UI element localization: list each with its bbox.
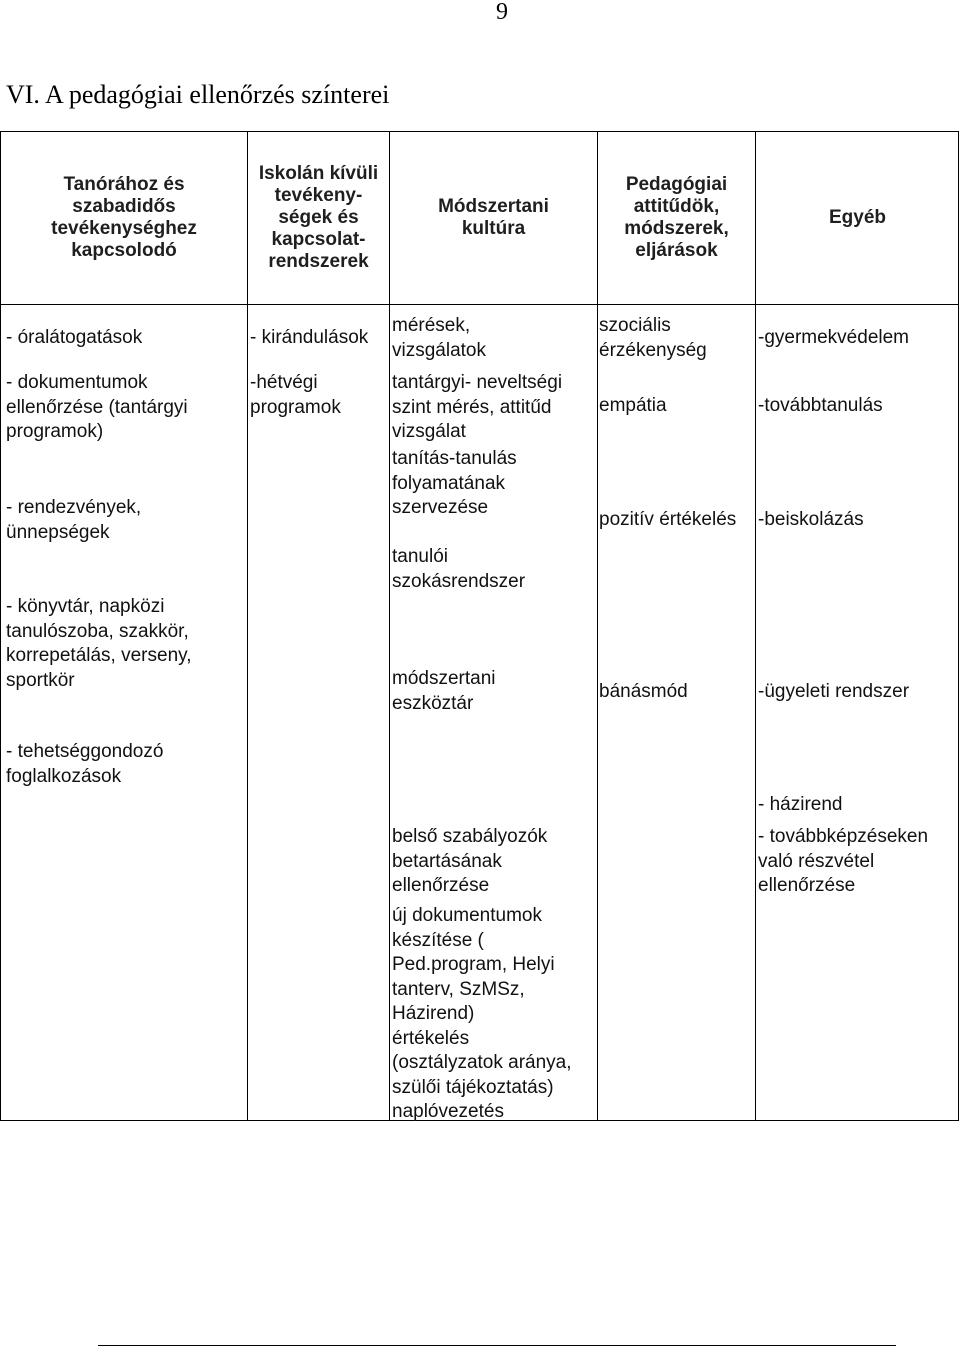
- col3-item-tanitas-tanulas: tanítás-tanulás folyamatának szervezése: [392, 448, 517, 518]
- header-tanorahoz: Tanórához és szabadidős tevékenységhez kapcsolodó: [51, 174, 197, 261]
- header-divider: [1, 304, 958, 305]
- col3-item-tantargyi: tantárgyi- neveltségi szint mérés, attitűd vizsgálat: [392, 372, 563, 442]
- col3-item-belso-szabalyozok: belső szabályozók betartásának ellenőrzése: [392, 826, 548, 896]
- col3-item-uj-dokumentumok: új dokumentumok készítése ( Ped.program, Helyi tanterv, SzMSz, Házirend) értékelés (osztályzatok aránya, szülői tájékoztatás) naplóvezetés: [392, 905, 572, 1122]
- col4-item-empatia: empátia: [599, 395, 667, 416]
- header-pedagogiai-attitudok: Pedagógiai attitűdök, módszerek, eljárások: [624, 174, 729, 261]
- header-modszertani-kultura: Módszertani kultúra: [438, 196, 549, 239]
- col2-item-kirandulasok: - kirándulások: [250, 327, 369, 348]
- col5-item-beiskolazas: -beiskolázás: [758, 509, 864, 530]
- col4-item-pozitiv-ertekeles: pozitív értékelés: [599, 509, 737, 530]
- header-iskolan-kivuli: Iskolán kívüli tevékeny- ségek és kapcsolat- rendszerek: [258, 163, 379, 272]
- col1-item-tehetseggondozo: - tehetséggondozó foglalkozások: [6, 741, 164, 787]
- col1-item-konyvtar: - könyvtár, napközi tanulószoba, szakkör, korrepetálás, verseny, sportkör: [6, 596, 192, 691]
- inspection-areas-table: [0, 131, 959, 1121]
- footer-rule: [98, 1345, 896, 1346]
- col1-item-rendezvenyek: - rendezvények, ünnepségek: [6, 497, 142, 543]
- col5-item-hazirend: - házirend: [758, 794, 843, 815]
- col5-item-tovabbtanulas: -továbbtanulás: [758, 395, 883, 416]
- col3-item-tanuloi-szokasrendszer: tanulói szokásrendszer: [392, 546, 526, 592]
- col5-item-gyermekvedelem: -gyermekvédelem: [758, 327, 909, 348]
- col5-item-ugyeleti-rendszer: -ügyeleti rendszer: [758, 681, 910, 702]
- col4-item-banasmod: bánásmód: [599, 681, 688, 702]
- col3-item-modszertani-eszkoztar: módszertani eszköztár: [392, 668, 496, 714]
- col5-item-tovabbkepzes: - továbbképzéseken való részvétel ellenőrzése: [758, 826, 929, 896]
- section-title: VI. A pedagógiai ellenőrzés színterei: [6, 80, 390, 109]
- page-number: 9: [496, 0, 508, 25]
- col3-item-meresek: mérések, vizsgálatok: [392, 315, 486, 361]
- col1-item-dokumentumok: - dokumentumok ellenőrzése (tantárgyi programok): [6, 372, 188, 442]
- col4-item-szocialis-erzekenyseg: szociális érzékenység: [599, 315, 707, 361]
- col1-item-oralatogatasok: - óralátogatások: [6, 327, 143, 348]
- header-egyeb: Egyéb: [828, 207, 887, 228]
- col2-item-hetvegi: -hétvégi programok: [250, 372, 341, 418]
